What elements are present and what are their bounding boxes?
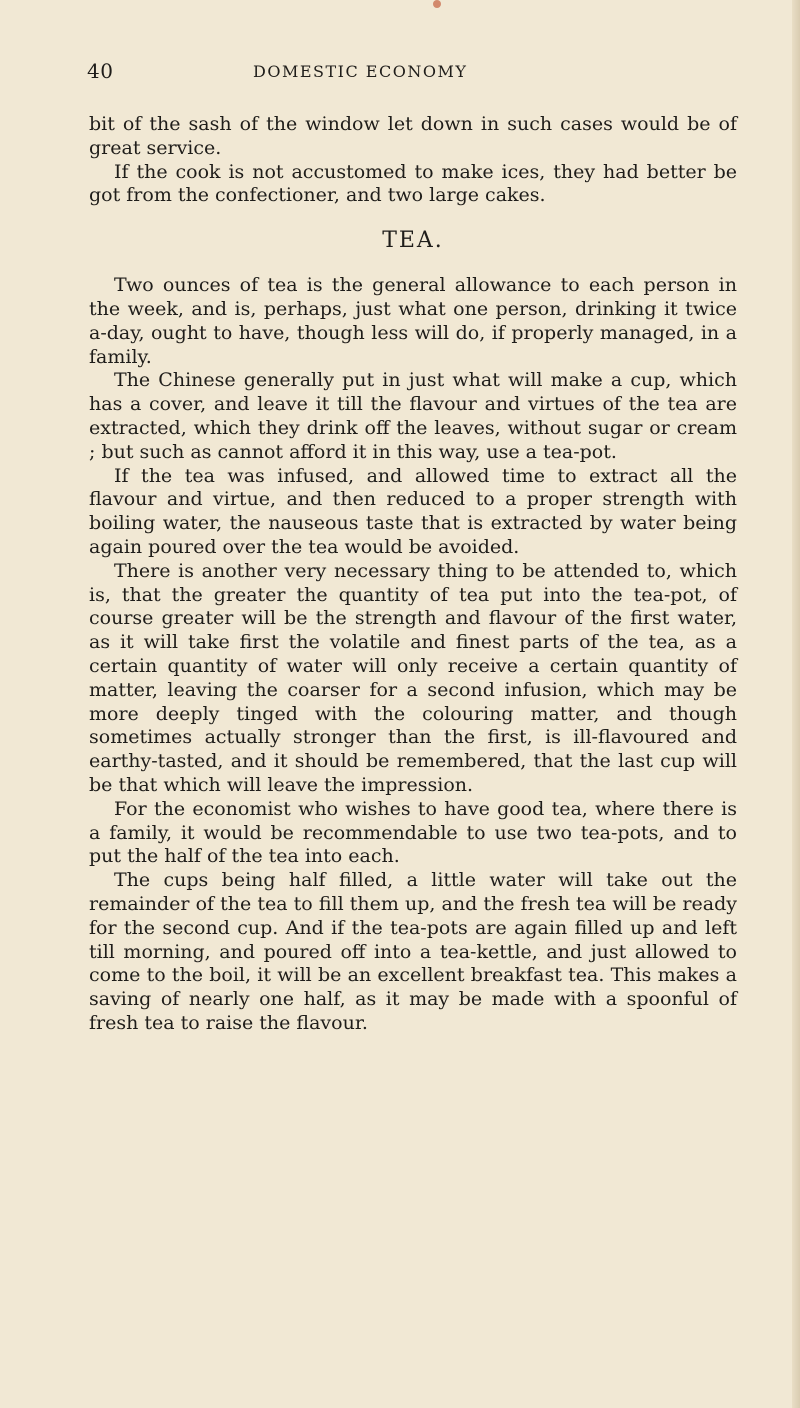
tea-paragraph-infusion: If the tea was infused, and allowed time to extract all the flavour and virtue, and then reduced to a proper strength with boiling water, the nauseous taste that is extracted by water being again poured over the tea would be avoided. (89, 464, 737, 558)
continuation-paragraph: bit of the sash of the window let down in such cases would be of great service. (89, 113, 737, 159)
tea-paragraph-two-pots: For the economist who wishes to have good tea, where there is a family, it would be recommendable to use two tea-pots, and to put the half of the tea into each. (89, 797, 737, 868)
page-body (89, 113, 737, 1036)
page-number: 40 (87, 59, 114, 83)
ices-paragraph: If the cook is not accustomed to make ices, they had better be got from the confectioner, and two large cakes. (89, 160, 737, 207)
section-heading: TEA. (382, 228, 444, 254)
tea-paragraph-quantity: There is another very necessary thing to be attended to, which is, that the greater the quantity of tea put into the tea-pot, of course greater will be the strength and flavour of the first water, as it will take first the volatile and finest parts of the tea, as a certain quantity of water will only receive a certain quantity of matter, leaving the coarser for a second infusion, which may be more deeply tinged with the colouring matter, and though sometimes actually stronger than the first, is ill-flavoured and earthy-tasted, and it should be remembered, that the last cup will be that which will leave the impression. (89, 559, 737, 796)
tea-paragraph-saving: The cups being half filled, a little water will take out the remainder of the tea to fill them up, and the fresh tea will be ready for the second cup. And if the tea-pots are again filled up and left till morning, and poured off into a tea-kettle, and just allowed to come to the boil, it will be an excellent breakfast tea. This makes a saving of nearly one half, as it may be made with a spoonful of fresh tea to raise the flavour. (89, 869, 737, 1034)
page-edge-shadow (792, 0, 800, 1408)
ink-spot (433, 0, 441, 8)
tea-paragraph-allowance: Two ounces of tea is the general allowance to each person in the week, and is, perhaps, just what one person, drinking it twice a-day, ought to have, though less will do, if properly managed, in a family. (89, 274, 737, 368)
running-head: DOMESTIC ECONOMY (253, 62, 468, 81)
tea-paragraph-chinese: The Chinese generally put in just what will make a cup, which has a cover, and leave it till the flavour and virtues of the tea are extracted, which they drink off the leaves, without sugar or cream ; but such as cannot afford it in this way, use a tea-pot. (89, 369, 737, 463)
